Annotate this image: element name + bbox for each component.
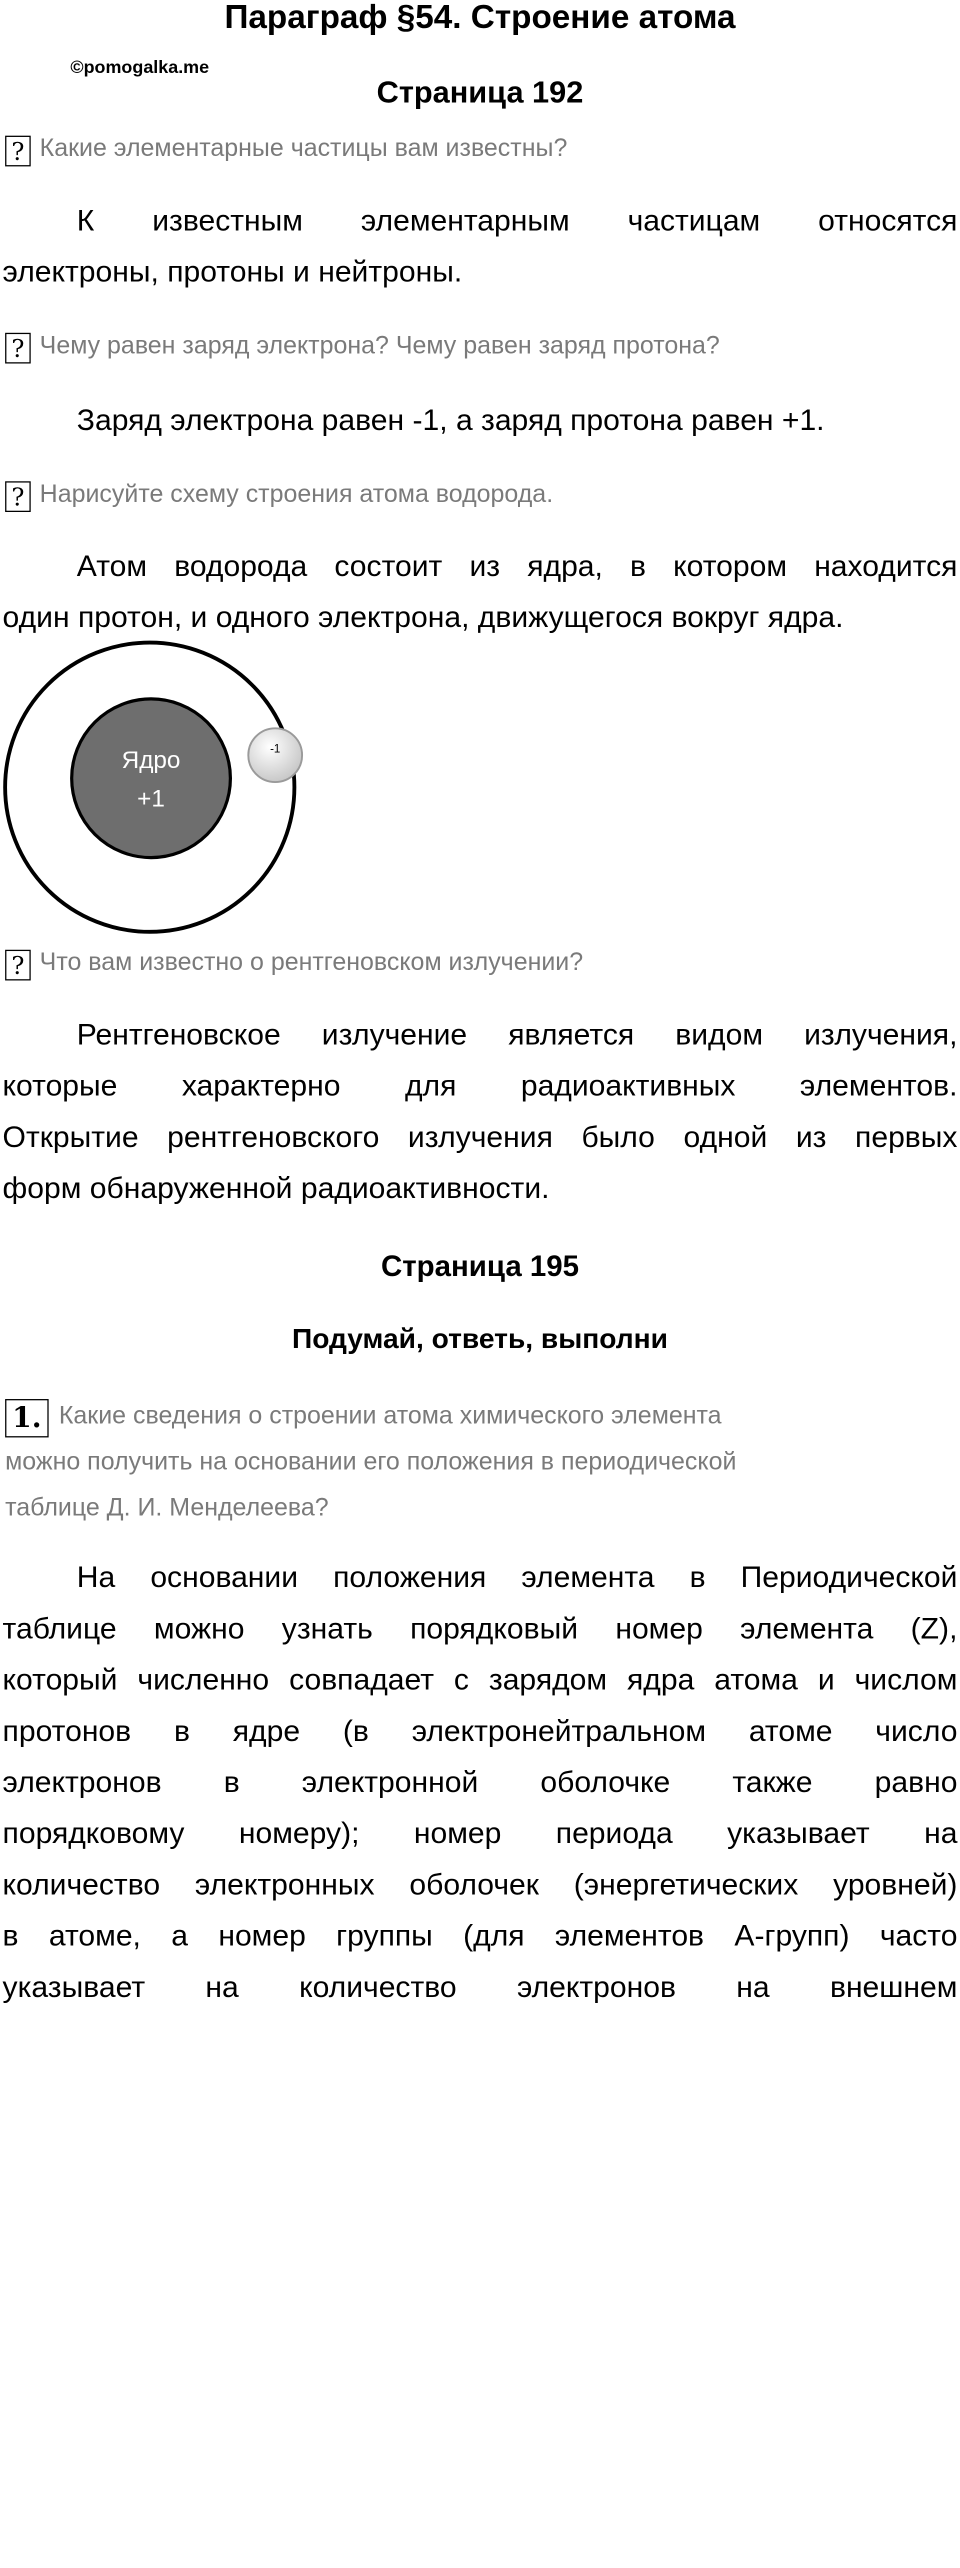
hydrogen-atom-diagram bbox=[0, 640, 320, 934]
question-1-text: Какие элементарные частицы вам известны? bbox=[39, 134, 568, 163]
answer-4-line-2: которые характерно для радиоактивных элементов. bbox=[2, 1068, 958, 1103]
nucleus-label: Ядро bbox=[121, 747, 181, 774]
question-2-text: Чему равен заряд электрона? Чему равен заряд протона? bbox=[39, 331, 720, 360]
answer-3 bbox=[3, 540, 958, 642]
answer-1-line-1: К известным элементарным частицам относятся bbox=[76, 203, 958, 237]
answer-4-line-4: форм обнаруженной радиоактивности. bbox=[2, 1171, 550, 1205]
task-1-answer-line-8: в атоме, а номер группы (для элементов А-групп) часто bbox=[2, 1918, 958, 1952]
electron-charge: -1 bbox=[270, 743, 281, 756]
question-3 bbox=[5, 471, 955, 517]
task-1-question bbox=[5, 1393, 955, 1531]
answer-1-line-2: электроны, протоны и нейтроны. bbox=[2, 254, 463, 288]
question-3-text: Нарисуйте схему строения атома водорода. bbox=[39, 480, 554, 509]
task-1-question-line-1: Какие сведения о строении атома химического элемента bbox=[58, 1401, 722, 1430]
question-1 bbox=[5, 125, 955, 171]
answer-1 bbox=[3, 195, 958, 297]
task-1-answer-line-6: порядковому номеру); номер периода указывает на bbox=[2, 1816, 958, 1850]
answer-2 bbox=[3, 394, 958, 445]
question-4-text: Что вам известно о рентгеновском излучении? bbox=[39, 948, 584, 977]
task-1-answer-line-2: таблице можно узнать порядковый номер элемента (Z), bbox=[2, 1611, 958, 1645]
question-box-icon: ? bbox=[5, 136, 31, 167]
page-195-heading: Страница 195 bbox=[380, 1249, 580, 1283]
task-1-answer bbox=[3, 1551, 958, 2012]
answer-3-line-1: Атом водорода состоит из ядра, в котором находится bbox=[76, 549, 958, 583]
question-4 bbox=[5, 940, 955, 986]
answer-4-line-3: Открытие рентгеновского излучения было одной из первых bbox=[2, 1120, 958, 1154]
task-1-answer-line-1: На основании положения элемента в Периодической bbox=[76, 1560, 958, 1594]
task-1-question-line-2: можно получить на основании его положения в периодической bbox=[5, 1447, 737, 1476]
answer-4 bbox=[3, 1009, 958, 1214]
section-subheading: Подумай, ответь, выполни bbox=[291, 1322, 668, 1355]
answer-4-line-1: Рентгеновское излучение является видом излучения, bbox=[76, 1017, 958, 1051]
task-1-answer-line-9: указывает на количество электронов на внешнем bbox=[2, 1969, 958, 2004]
page-192-heading: Страница 192 bbox=[376, 75, 584, 111]
task-number-box: 1. bbox=[5, 1399, 49, 1437]
task-1-question-line-3: таблице Д. И. Менделеева? bbox=[5, 1493, 329, 1522]
question-2 bbox=[5, 323, 955, 369]
task-1-answer-line-7: количество электронных оболочек (энергетических уровней) bbox=[2, 1867, 958, 1901]
question-box-icon: ? bbox=[5, 333, 31, 364]
answer-2-line-1: Заряд электрона равен -1, а заряд протона равен +1. bbox=[76, 403, 825, 437]
site-watermark: ©pomogalka.me bbox=[70, 56, 210, 77]
page-title: Параграф §54. Строение атома bbox=[224, 0, 736, 36]
task-1-answer-line-5: электронов в электронной оболочке также равно bbox=[2, 1765, 958, 1799]
nucleus-charge: +1 bbox=[137, 785, 165, 813]
nucleus bbox=[72, 699, 231, 858]
task-1-answer-line-3: который численно совпадает с зарядом ядра атома и числом bbox=[2, 1662, 958, 1696]
question-box-icon: ? bbox=[5, 481, 31, 512]
question-box-icon: ? bbox=[5, 950, 31, 981]
task-1-answer-line-4: протонов в ядре (в электронейтральном атоме число bbox=[2, 1713, 958, 1748]
answer-3-line-2: один протон, и одного электрона, движущегося вокруг ядра. bbox=[2, 600, 844, 634]
